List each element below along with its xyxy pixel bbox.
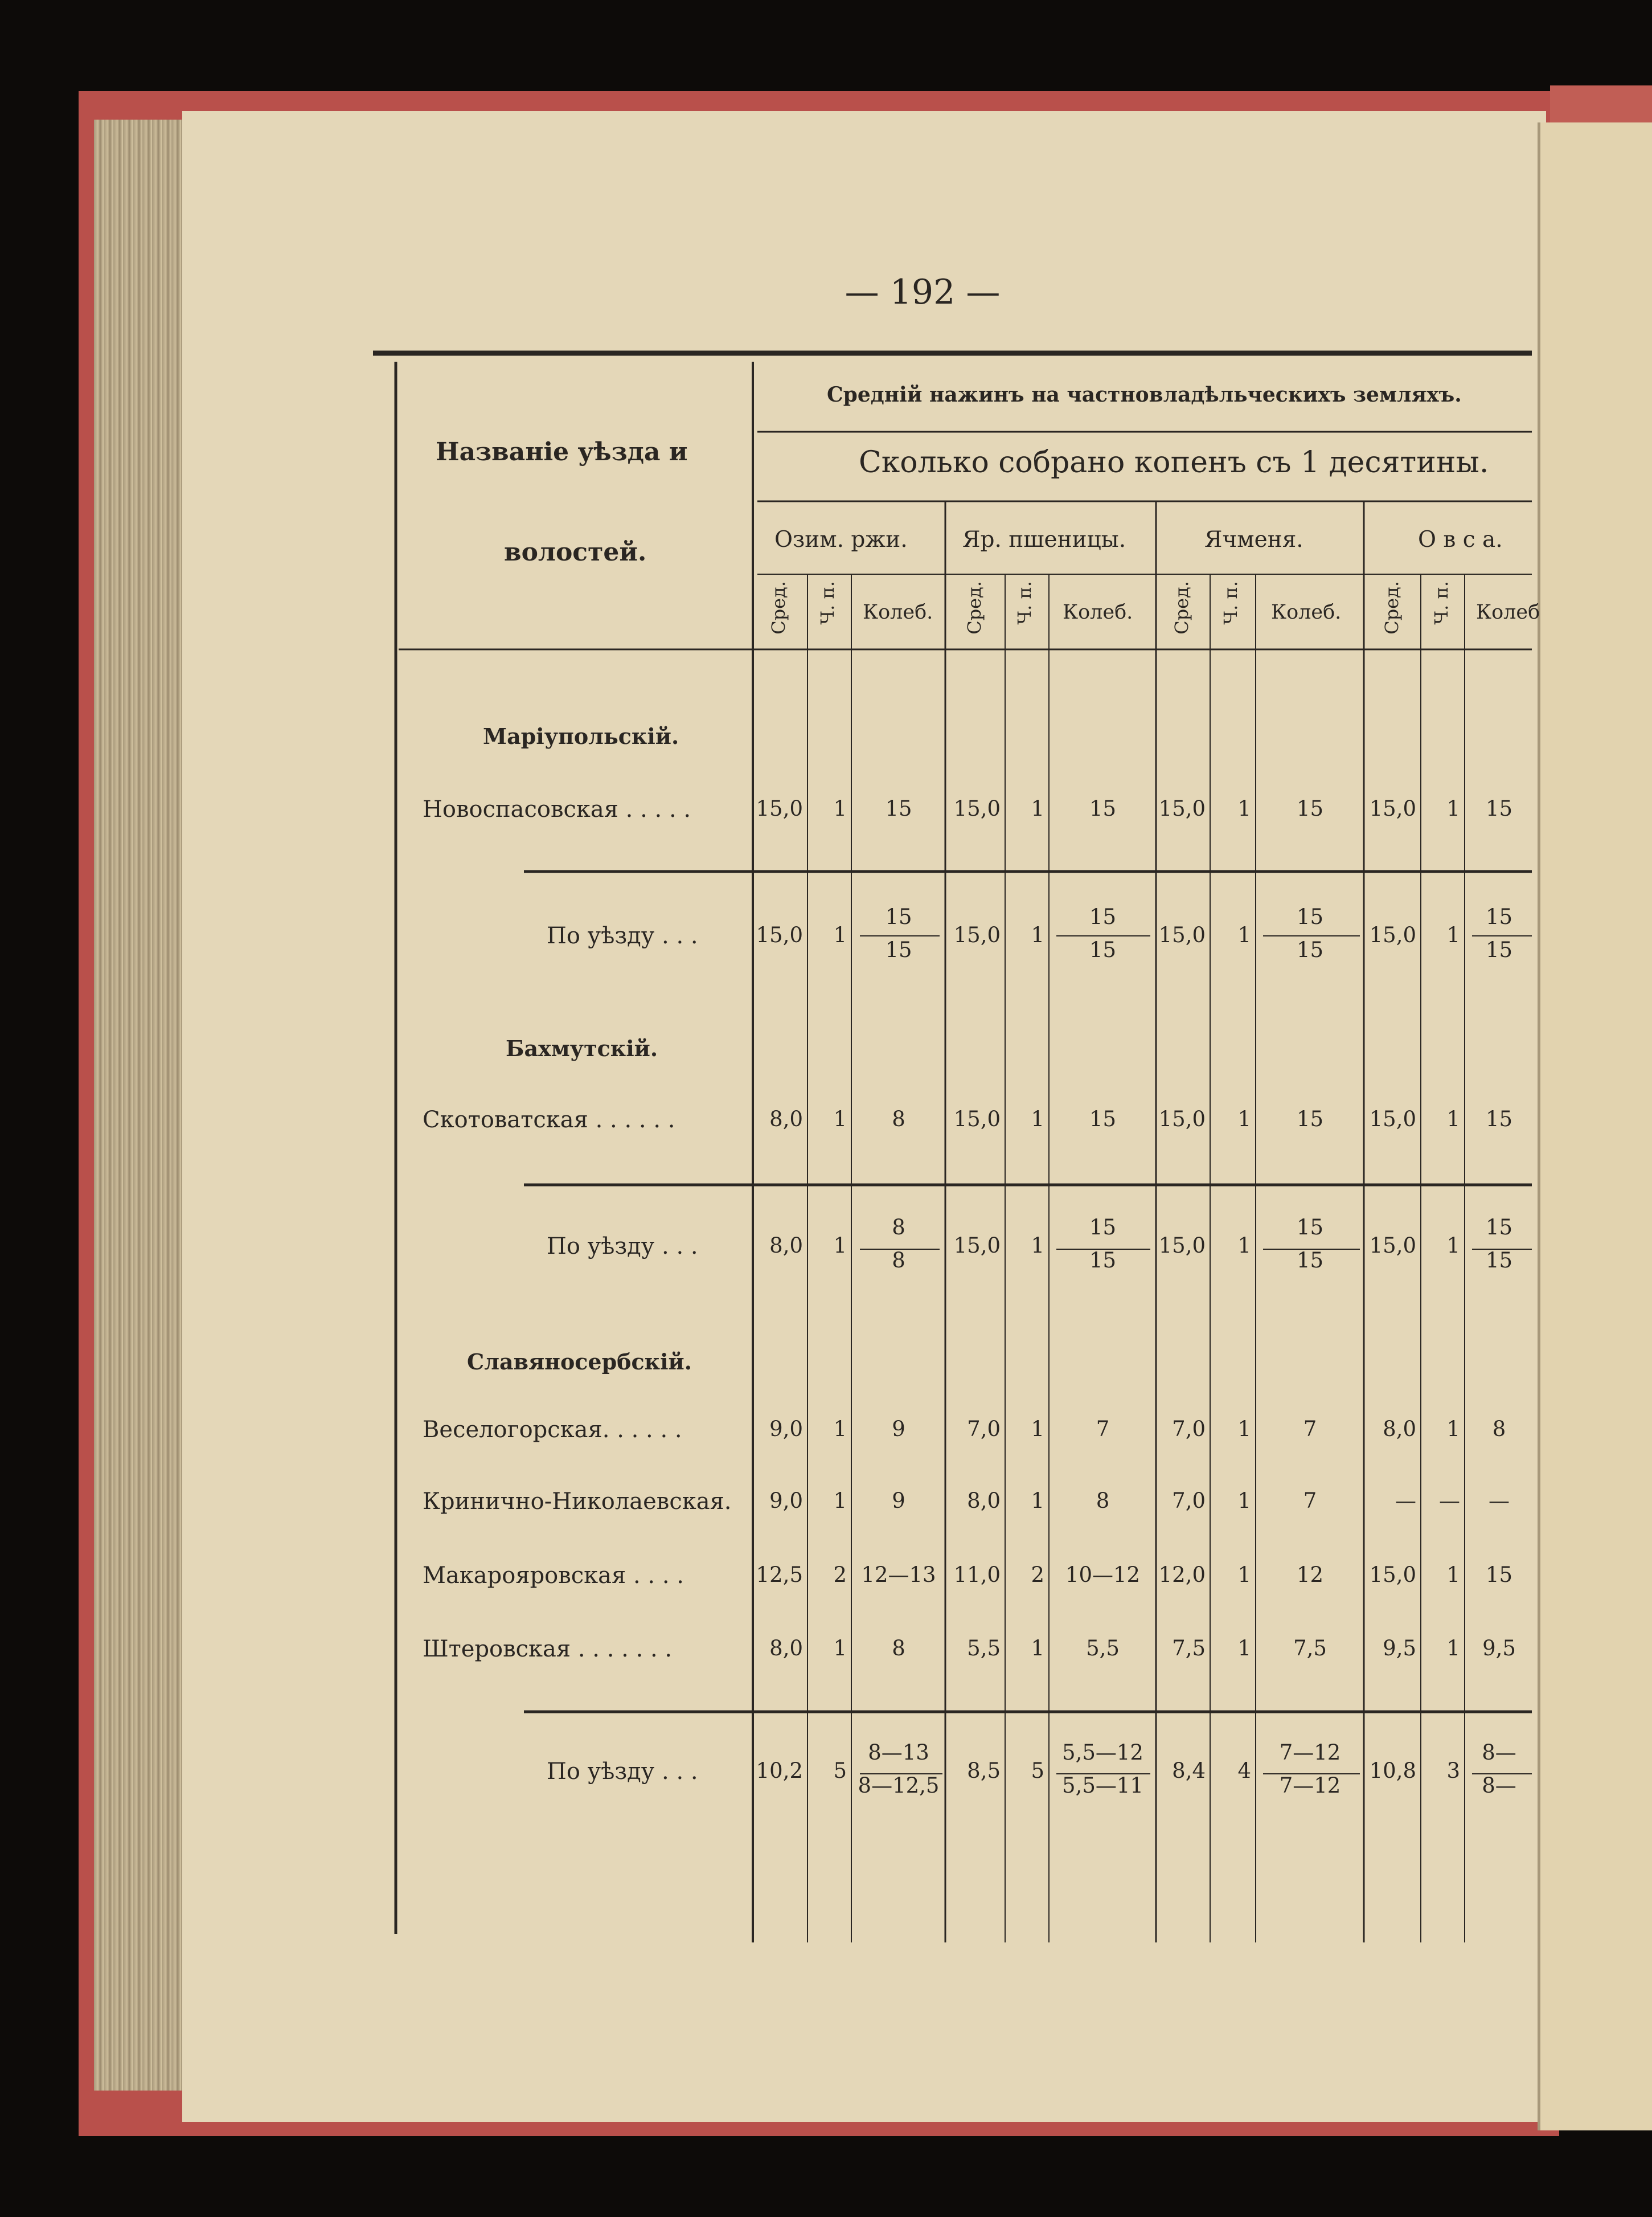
sub-count: Ч. п. xyxy=(817,581,838,625)
total-avg: 15,0 xyxy=(1369,923,1416,947)
district-total-label: По уѣзду . . . xyxy=(547,1758,698,1785)
table-cell: 7,0 xyxy=(1172,1417,1206,1441)
table-cell: 8 xyxy=(1096,1488,1110,1513)
crop-barley: Ячменя. xyxy=(1204,527,1303,553)
volost-name: Новоспасовская . . . . . xyxy=(423,796,691,823)
table-cell: 8,0 xyxy=(1383,1417,1416,1441)
table-cell: 7,0 xyxy=(1172,1488,1206,1513)
total-range-bottom: 5,5—11 xyxy=(1062,1773,1143,1798)
table-cell: 1 xyxy=(1446,1562,1460,1587)
total-range-bottom: 15 xyxy=(1485,1248,1513,1273)
crop-rye: Озим. ржи. xyxy=(774,527,908,553)
total-avg: 15,0 xyxy=(953,1233,1001,1258)
table-cell: 15 xyxy=(1296,796,1324,821)
total-count: 5 xyxy=(1031,1758,1044,1783)
table-cell: 15,0 xyxy=(1158,796,1206,821)
total-range-bottom: 15 xyxy=(1485,938,1513,962)
district-total-label: По уѣзду . . . xyxy=(547,923,698,949)
sub-avg: Сред. xyxy=(1381,581,1403,635)
table-cell: 9,0 xyxy=(769,1417,803,1441)
sub-avg: Сред. xyxy=(964,581,985,635)
total-avg: 15,0 xyxy=(1369,1233,1416,1258)
total-range-bottom: 7—12 xyxy=(1279,1773,1341,1798)
total-avg: 10,8 xyxy=(1369,1758,1416,1783)
table-cell: 1 xyxy=(1446,1636,1460,1660)
total-count: 1 xyxy=(833,1233,847,1258)
district-label: Бахмутскій. xyxy=(506,1036,658,1061)
sub-avg: Сред. xyxy=(768,581,789,635)
total-range-bottom: 15 xyxy=(885,938,912,962)
table-cell: 15,0 xyxy=(953,796,1001,821)
total-range-bottom: 15 xyxy=(1296,938,1324,962)
total-avg: 8,4 xyxy=(1172,1758,1206,1783)
table-cell: 1 xyxy=(1237,1636,1251,1660)
table-cell: 15 xyxy=(1296,1107,1324,1131)
table-cell: 15 xyxy=(1089,796,1117,821)
table-cell: 5,5 xyxy=(1086,1636,1120,1660)
header-name-col-1: Названіе уѣзда и xyxy=(436,437,688,467)
total-avg: 15,0 xyxy=(1158,923,1206,947)
table-cell: 1 xyxy=(833,796,847,821)
table-cell: 7,5 xyxy=(1172,1636,1206,1660)
total-avg: 15,0 xyxy=(1158,1233,1206,1258)
table-cell: 15,0 xyxy=(1369,796,1416,821)
total-range-top: 15 xyxy=(1296,1215,1324,1240)
total-range-top: 15 xyxy=(1296,905,1324,929)
total-count: 5 xyxy=(833,1758,847,1783)
total-avg: 15,0 xyxy=(953,923,1001,947)
table-cell: 9,5 xyxy=(1383,1636,1416,1660)
table-cell: 7,5 xyxy=(1293,1636,1327,1660)
district-label: Маріупольскій. xyxy=(483,723,679,749)
table-cell: 1 xyxy=(1446,1107,1460,1131)
table-cell: 15 xyxy=(1485,1107,1513,1131)
total-range-top: 15 xyxy=(1485,905,1513,929)
sub-count: Ч. п. xyxy=(1014,581,1035,625)
total-avg: 8,0 xyxy=(769,1233,803,1258)
sub-range-truncated: Колеб xyxy=(1476,601,1540,624)
total-count: 1 xyxy=(833,923,847,947)
sub-count: Ч. п. xyxy=(1220,581,1241,625)
table-cell: 9,5 xyxy=(1482,1636,1516,1660)
total-range-top: 8 xyxy=(892,1215,905,1240)
table-cell: 10—12 xyxy=(1065,1562,1141,1587)
total-count: 1 xyxy=(1031,1233,1044,1258)
header-subtitle: Сколько собрано копенъ съ 1 десятины. xyxy=(859,445,1489,480)
total-range-bottom: 15 xyxy=(1089,938,1117,962)
table-cell: — xyxy=(1489,1488,1510,1513)
sub-count: Ч. п. xyxy=(1430,581,1452,625)
table-cell: 1 xyxy=(1031,1107,1044,1131)
table-cell: 7,0 xyxy=(967,1417,1001,1441)
sub-avg: Сред. xyxy=(1171,581,1192,635)
table-cell: 5,5 xyxy=(967,1636,1001,1660)
total-range-top: 7—12 xyxy=(1279,1740,1341,1765)
page-number: — 192 — xyxy=(845,272,1001,312)
table-cell: 15 xyxy=(1485,1562,1513,1587)
table-cell: 9,0 xyxy=(769,1488,803,1513)
header-name-col-2: волостей. xyxy=(504,538,647,567)
sub-range: Колеб. xyxy=(1063,601,1133,624)
volost-name: Скотоватская . . . . . . xyxy=(423,1107,675,1133)
total-count: 3 xyxy=(1446,1758,1460,1783)
table-cell: 1 xyxy=(1237,1417,1251,1441)
total-count: 1 xyxy=(1446,923,1460,947)
total-range-top: 5,5—12 xyxy=(1062,1740,1143,1765)
table-cell: 12 xyxy=(1296,1562,1324,1587)
table-cell: 8,0 xyxy=(769,1107,803,1131)
table-cell: 15,0 xyxy=(1158,1107,1206,1131)
table-cell: 8 xyxy=(892,1107,905,1131)
table-cell: 1 xyxy=(833,1417,847,1441)
table-cell: 8,0 xyxy=(967,1488,1001,1513)
table-cell: 9 xyxy=(892,1417,905,1441)
table-cell: 7 xyxy=(1303,1488,1317,1513)
total-range-bottom: 8— xyxy=(1482,1773,1516,1798)
table-cell: — xyxy=(1395,1488,1416,1513)
table-cell: 15,0 xyxy=(1369,1107,1416,1131)
table-cell: 1 xyxy=(1031,1488,1044,1513)
total-count: 1 xyxy=(1031,923,1044,947)
table-cell: 12—13 xyxy=(861,1562,936,1587)
table-cell: 15 xyxy=(1485,796,1513,821)
table-cell: 2 xyxy=(833,1562,847,1587)
total-count: 1 xyxy=(1237,923,1251,947)
table-cell: 1 xyxy=(1031,1636,1044,1660)
table-cell: 2 xyxy=(1031,1562,1044,1587)
district-total-label: По уѣзду . . . xyxy=(547,1233,698,1259)
table-cell: 7 xyxy=(1303,1417,1317,1441)
table-cell: 1 xyxy=(1237,1488,1251,1513)
table-cell: 1 xyxy=(1031,796,1044,821)
total-range-top: 15 xyxy=(885,905,912,929)
total-range-top: 15 xyxy=(1485,1215,1513,1240)
crop-oats: О в с а. xyxy=(1418,527,1503,553)
table-cell: 11,0 xyxy=(953,1562,1001,1587)
header-main-title: Средній нажинъ на частновладѣльческихъ земляхъ. xyxy=(827,383,1462,407)
total-range-top: 8— xyxy=(1482,1740,1516,1765)
crop-wheat: Яр. пшеницы. xyxy=(962,527,1126,553)
table-cell: 1 xyxy=(1237,1562,1251,1587)
table-cell: 15,0 xyxy=(756,796,803,821)
total-range-bottom: 8 xyxy=(892,1248,905,1273)
table-cell: 9 xyxy=(892,1488,905,1513)
sub-range: Колеб. xyxy=(1271,601,1342,624)
table-cell: 8 xyxy=(892,1636,905,1660)
volost-name: Штеровская . . . . . . . xyxy=(423,1636,673,1662)
total-avg: 8,5 xyxy=(967,1758,1001,1783)
total-range-bottom: 15 xyxy=(1296,1248,1324,1273)
table-cell: 1 xyxy=(1446,1417,1460,1441)
volost-name: Кринично-Николаевская. xyxy=(423,1488,732,1515)
table-cell: 1 xyxy=(1237,1107,1251,1131)
table-cell: 15,0 xyxy=(953,1107,1001,1131)
table-cell: 12,0 xyxy=(1158,1562,1206,1587)
total-range-top: 15 xyxy=(1089,905,1117,929)
total-count: 4 xyxy=(1237,1758,1251,1783)
table-cell: 1 xyxy=(833,1107,847,1131)
table-cell: 1 xyxy=(1237,796,1251,821)
total-range-bottom: 15 xyxy=(1089,1248,1117,1273)
table-cell: 1 xyxy=(833,1488,847,1513)
table-cell: 8,0 xyxy=(769,1636,803,1660)
table-cell: 12,5 xyxy=(756,1562,803,1587)
table-cell: 1 xyxy=(1446,796,1460,821)
table-cell: 15 xyxy=(1089,1107,1117,1131)
table-cell: — xyxy=(1439,1488,1460,1513)
total-range-top: 8—13 xyxy=(868,1740,929,1765)
volost-name: Веселогорская. . . . . . xyxy=(423,1417,682,1443)
table-cell: 8 xyxy=(1492,1417,1506,1441)
table-cell: 1 xyxy=(1031,1417,1044,1441)
total-avg: 15,0 xyxy=(756,923,803,947)
total-count: 1 xyxy=(1446,1233,1460,1258)
table-cell: 15 xyxy=(885,796,912,821)
total-range-top: 15 xyxy=(1089,1215,1117,1240)
district-label: Славяносербскій. xyxy=(467,1349,692,1375)
table-cell: 15,0 xyxy=(1369,1562,1416,1587)
table-cell: 7 xyxy=(1096,1417,1110,1441)
total-avg: 10,2 xyxy=(756,1758,803,1783)
total-count: 1 xyxy=(1237,1233,1251,1258)
sub-range: Колеб. xyxy=(863,601,933,624)
table-cell: 1 xyxy=(833,1636,847,1660)
total-range-bottom: 8—12,5 xyxy=(858,1773,940,1798)
volost-name: Макарояровская . . . . xyxy=(423,1562,684,1589)
